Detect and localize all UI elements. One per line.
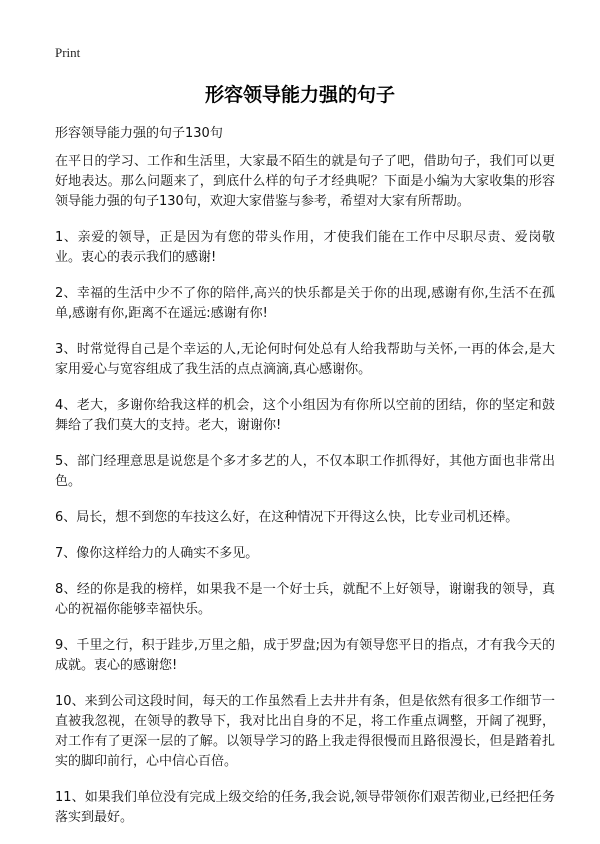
list-item: 5、部门经理意思是说您是个多才多艺的人，不仅本职工作抓得好，其他方面也非常出色。 xyxy=(55,454,555,489)
article-body xyxy=(55,152,555,844)
list-item: 7、像你这样给力的人确实不多见。 xyxy=(55,546,259,561)
subtitle: 形容领导能力强的句子130句 xyxy=(55,126,223,141)
list-item: 2、幸福的生活中少不了你的陪伴,高兴的快乐都是关于你的出现,感谢有你,生活不在孤单,感谢有你,距离不在遥远:感谢有你! xyxy=(55,286,555,321)
list-item: 10、来到公司这段时间，每天的工作虽然看上去井井有条，但是依然有很多工作细节一直被我忽视，在领导的教导下，我对比出自身的不足，将工作重点调整，开阔了视野，对工作有了更深一层的了解。以领导学习的路上我走得很慢而且路很漫长，但是踏着扎实的脚印前行，心中信心百倍。 xyxy=(55,694,555,769)
list-item: 8、经的你是我的榜样，如果我不是一个好士兵，就配不上好领导，谢谢我的领导，真心的祝福你能够幸福快乐。 xyxy=(55,582,555,617)
intro-paragraph: 在平日的学习、工作和生活里，大家最不陌生的就是句子了吧，借助句子，我们可以更好地表达。那么问题来了，到底什么样的句子才经典呢？下面是小编为大家收集的形容领导能力强的句子130句，欢迎大家借鉴与参考，希望对大家有所帮助。 xyxy=(55,154,555,209)
print-link[interactable]: Print xyxy=(55,45,81,60)
list-item: 1、亲爱的领导，正是因为有您的带头作用，才使我们能在工作中尽职尽责、爱岗敬业。衷心的表示我们的感谢! xyxy=(55,230,555,265)
list-item: 11、如果我们单位没有完成上级交给的任务,我会说,领导带领你们艰苦彻业,已经把任务落实到最好。 xyxy=(55,790,555,825)
list-item: 9、千里之行，积于跬步,万里之船，成于罗盘;因为有领导您平日的指点，才有我今天的成就。衷心的感谢您! xyxy=(55,638,555,673)
page-title: 形容领导能力强的句子 xyxy=(204,84,395,106)
list-item: 4、老大，多谢你给我这样的机会，这个小组因为有你所以空前的团结，你的坚定和鼓舞给了我们莫大的支持。老大，谢谢你! xyxy=(55,398,555,433)
list-item: 3、时常觉得自己是个幸运的人,无论何时何处总有人给我帮助与关怀,一再的体会,是大家用爱心与宽容组成了我生活的点点滴滴,真心感谢你。 xyxy=(55,342,555,377)
list-item: 6、局长，想不到您的车技这么好，在这种情况下开得这么快，比专业司机还棒。 xyxy=(55,510,519,525)
